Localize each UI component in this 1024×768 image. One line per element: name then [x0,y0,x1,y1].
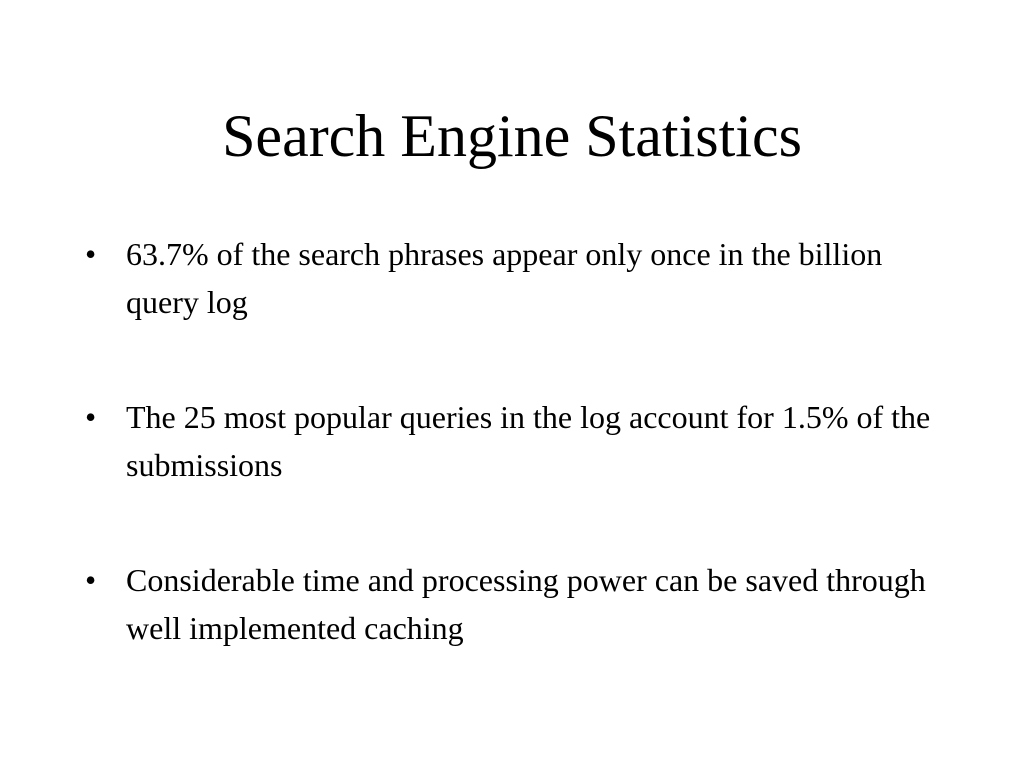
bullet-text: Considerable time and processing power can be saved through well implemented caching [126,562,926,646]
bullet-icon: • [85,562,97,598]
slide-title: Search Engine Statistics [222,103,802,169]
bullet-list [85,230,955,652]
bullet-icon: • [85,236,97,272]
bullet-item [85,556,955,652]
bullet-text: 63.7% of the search phrases appear only once in the billion query log [126,236,883,320]
bullet-item [85,230,955,326]
bullet-text: The 25 most popular queries in the log account for 1.5% of the submissions [126,399,931,483]
bullet-item [85,393,955,489]
bullet-icon: • [85,399,97,435]
